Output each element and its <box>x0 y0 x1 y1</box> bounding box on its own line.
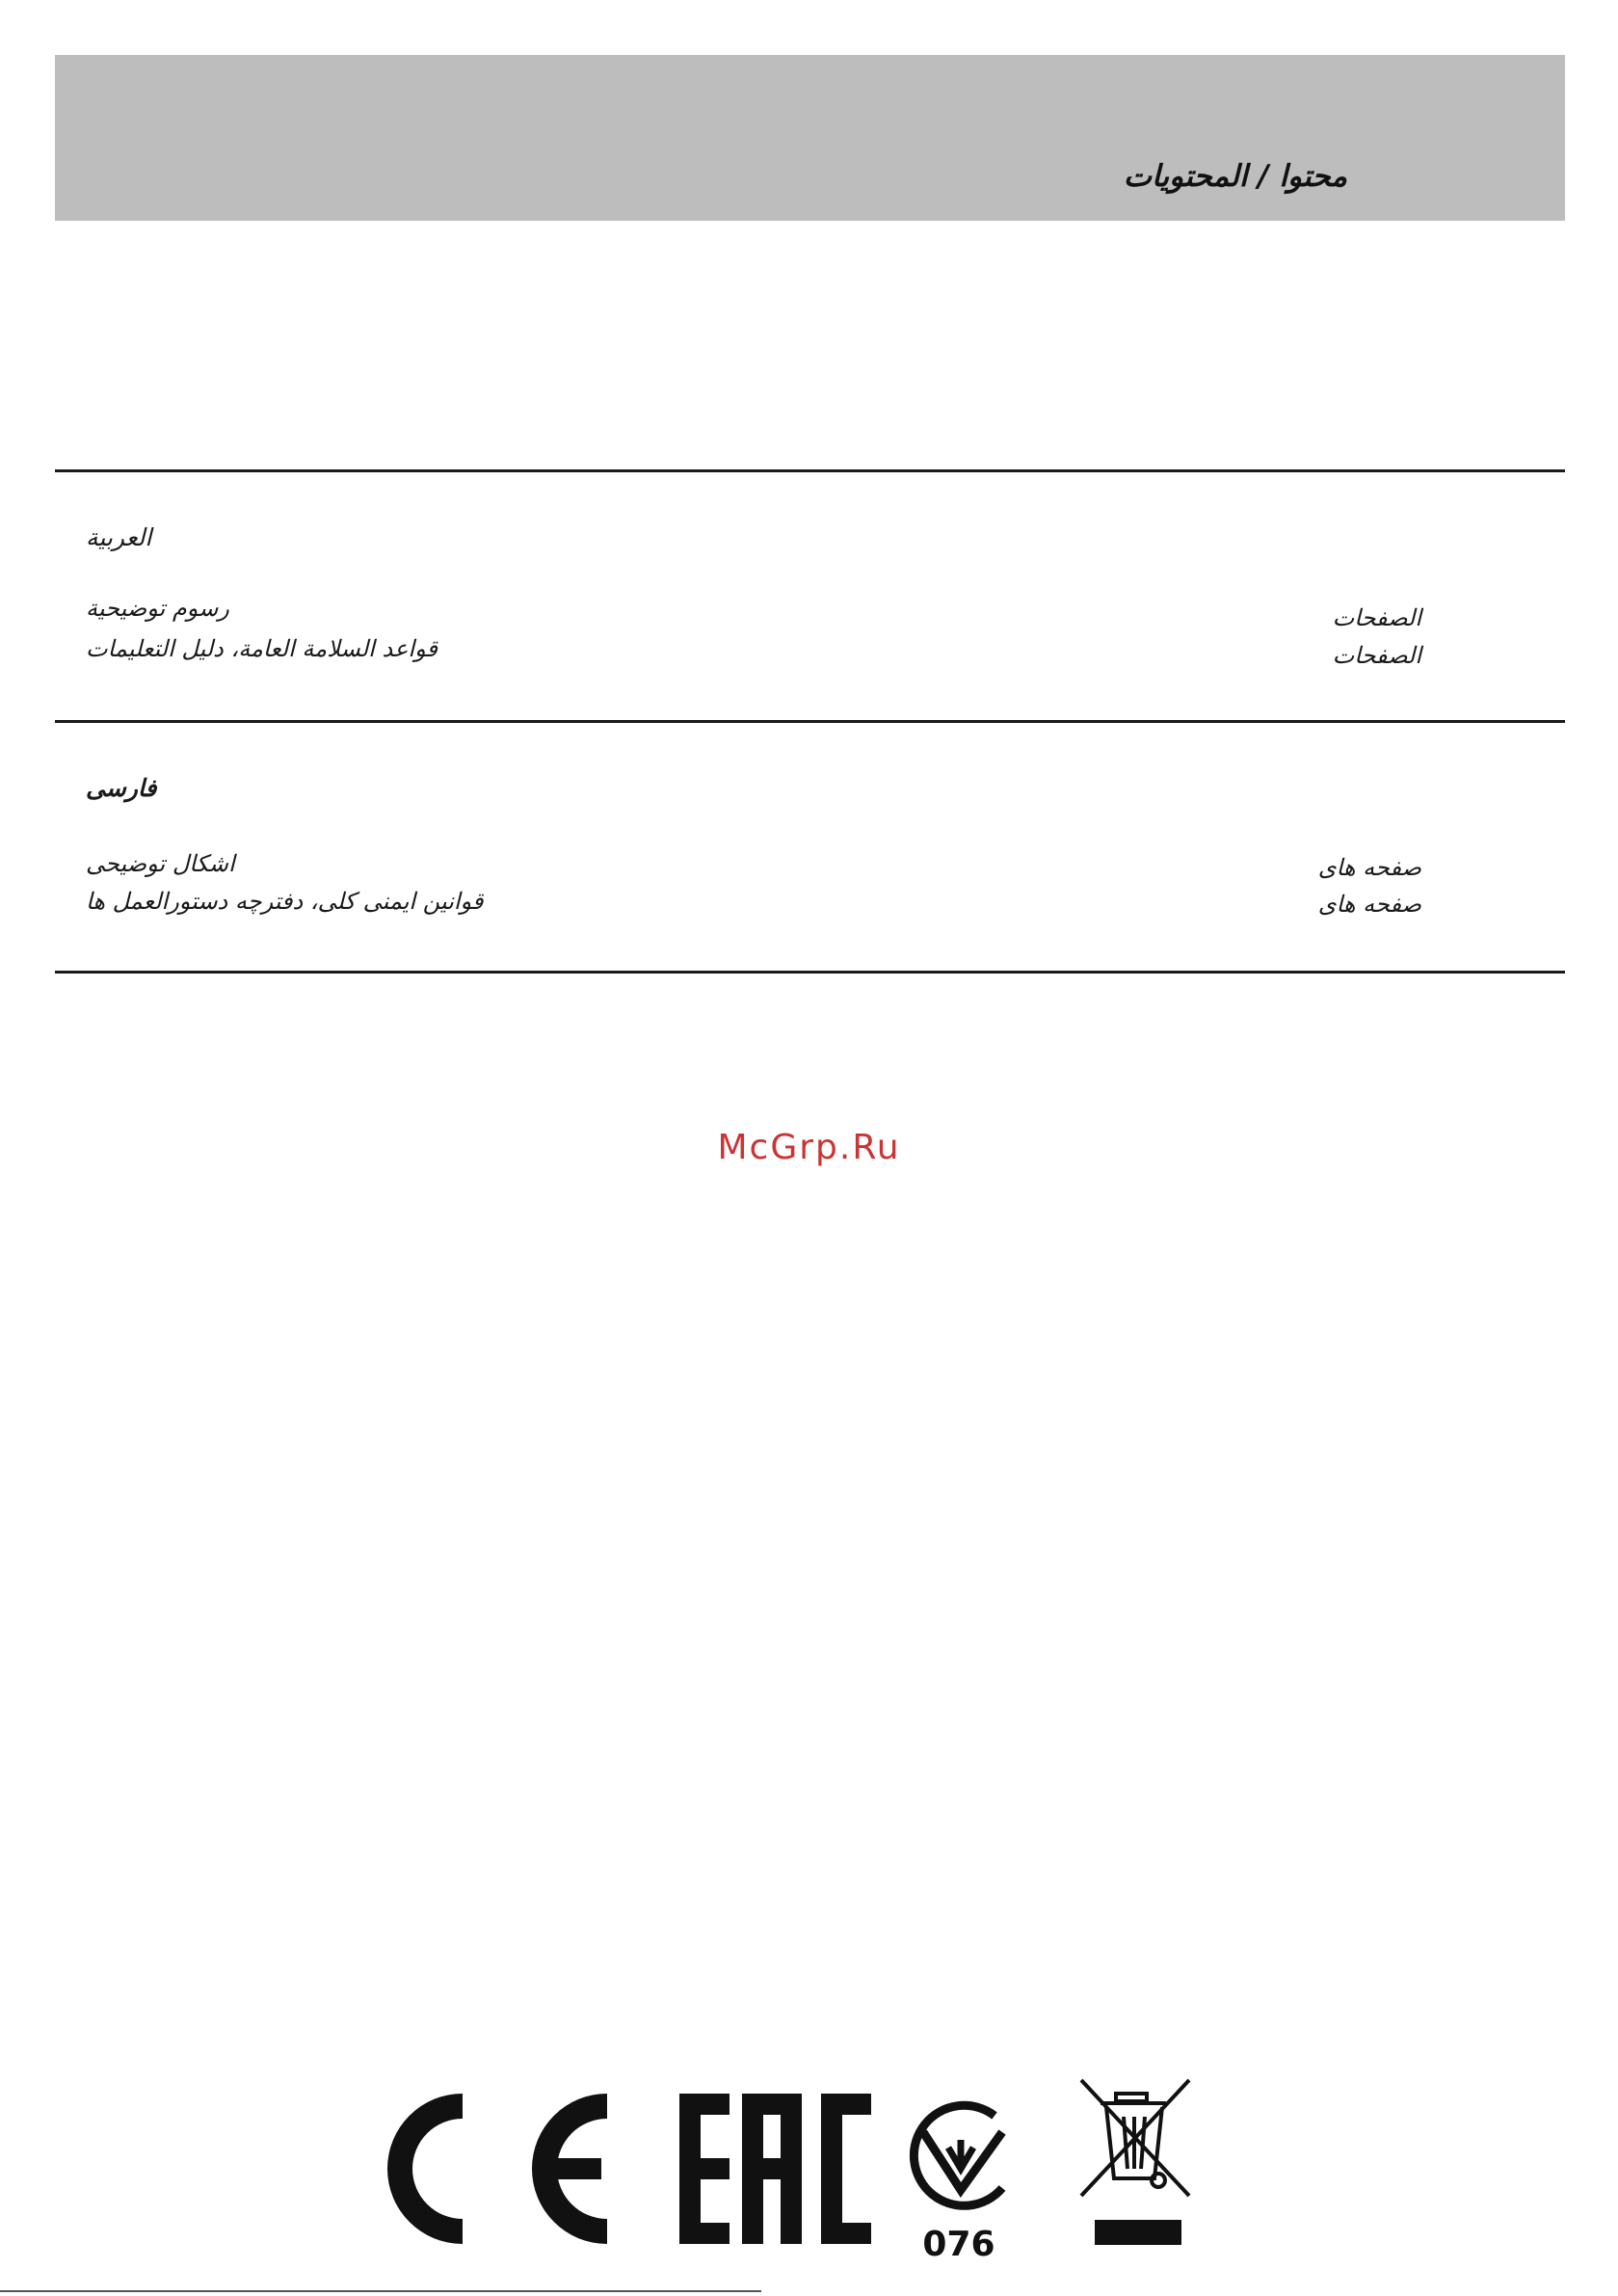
toc-entry-label: قواعد السلامة العامة، دليل التعليمات <box>86 635 438 662</box>
toc-entry-pages: الصفحات <box>1332 642 1421 669</box>
divider <box>55 971 1565 974</box>
section-language-arabic: العربية <box>86 523 152 551</box>
page-bottom-line <box>0 2290 761 2292</box>
toc-entry-label: اشکال توضیحی <box>86 850 235 877</box>
divider <box>55 469 1565 472</box>
divider <box>55 720 1565 723</box>
toc-entry-label: قوانین ایمنی کلی، دفترچه دستورالعمل ها <box>86 888 484 915</box>
ua-mark-code: 076 <box>922 2225 995 2264</box>
header-band <box>55 55 1565 221</box>
ukrsepro-mark-icon <box>914 2105 1002 2264</box>
ce-mark-icon <box>387 2094 607 2244</box>
section-language-farsi: فارسی <box>86 774 157 802</box>
toc-entry-pages: الصفحات <box>1332 604 1421 631</box>
watermark-text: McGrp.Ru <box>717 1128 901 1167</box>
eac-mark-icon <box>679 2094 871 2244</box>
weee-bin-icon <box>1081 2080 1189 2243</box>
page-title: محتوا / المحتويات <box>1123 159 1347 194</box>
certification-logos <box>366 2072 1272 2265</box>
toc-entry-pages: صفحه های <box>1317 891 1421 918</box>
toc-entry-label: رسوم توضيحية <box>86 595 229 622</box>
toc-entry-pages: صفحه های <box>1317 854 1421 881</box>
